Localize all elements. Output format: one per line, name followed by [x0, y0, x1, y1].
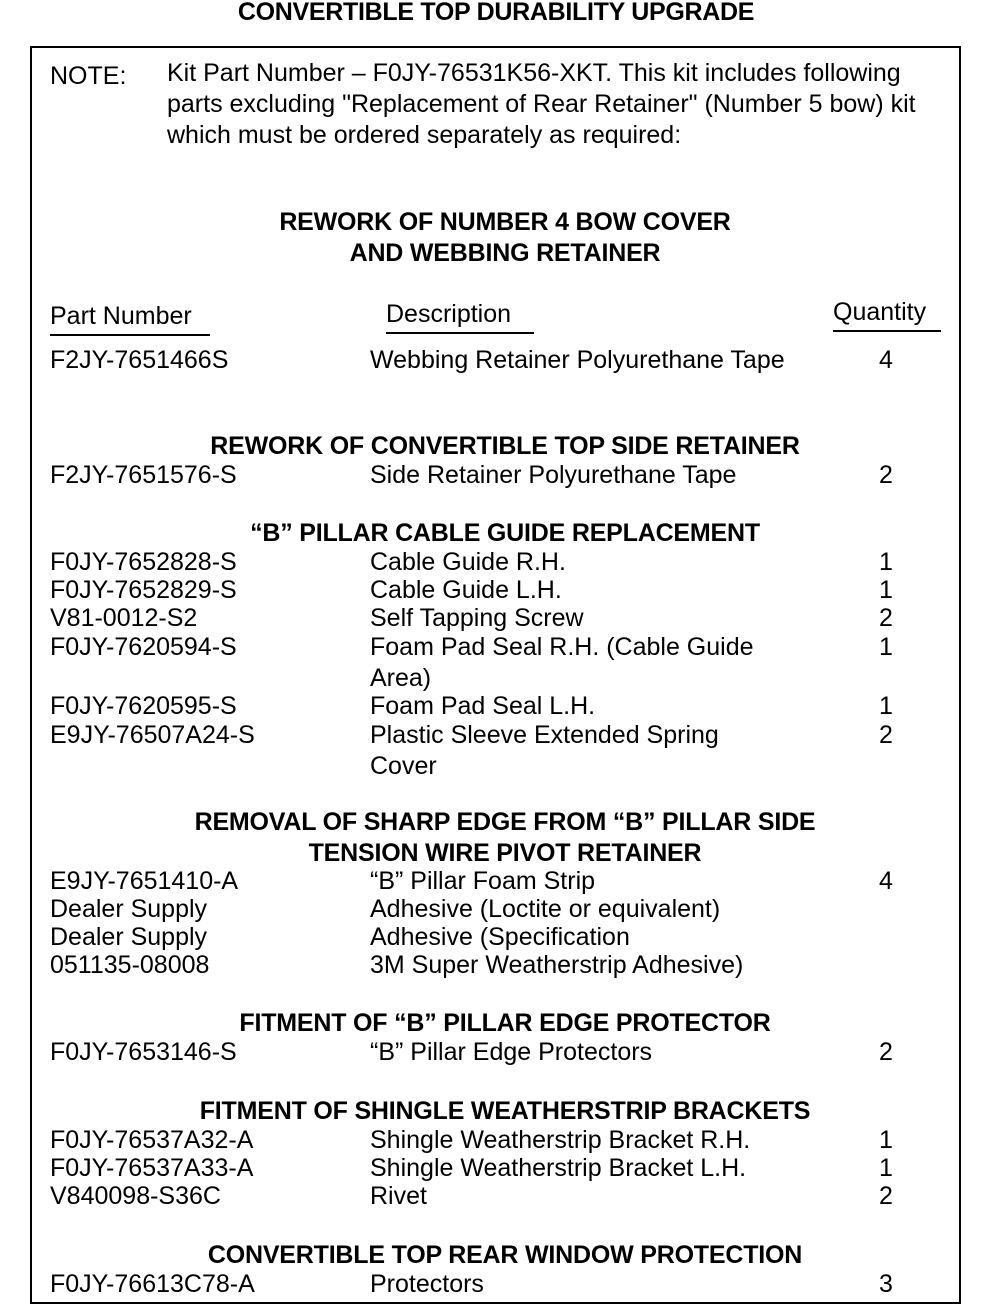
- part-description: Foam Pad Seal L.H.: [370, 692, 596, 720]
- part-description: Shingle Weatherstrip Bracket R.H.: [370, 1126, 751, 1154]
- part-description: Protectors: [370, 1270, 484, 1298]
- part-number: F0JY-76613C78-A: [50, 1270, 255, 1298]
- section-heading-line: TENSION WIRE PIVOT RETAINER: [308, 839, 702, 867]
- part-description: Cable Guide R.H.: [370, 548, 566, 576]
- part-description: Plastic Sleeve Extended Spring Cover: [370, 721, 719, 780]
- column-header-description: Description: [386, 299, 534, 334]
- part-number: F0JY-7652829-S: [50, 576, 237, 604]
- part-quantity: 4: [879, 346, 893, 374]
- part-number: F0JY-7620595-S: [50, 692, 237, 720]
- part-quantity: 2: [879, 1182, 893, 1210]
- section-heading: CONVERTIBLE TOP REAR WINDOW PROTECTION: [207, 1241, 803, 1269]
- part-quantity: 2: [879, 721, 893, 749]
- section-heading: “B” PILLAR CABLE GUIDE REPLACEMENT: [250, 519, 760, 547]
- section-heading: FITMENT OF SHINGLE WEATHERSTRIP BRACKETS: [199, 1097, 811, 1125]
- part-quantity: 1: [879, 576, 893, 604]
- part-number: F0JY-7652828-S: [50, 548, 237, 576]
- part-number: E9JY-7651410-A: [50, 867, 239, 895]
- part-number: E9JY-76507A24-S: [50, 721, 255, 749]
- part-description: “B” Pillar Edge Protectors: [370, 1038, 653, 1066]
- part-quantity: 1: [879, 1154, 893, 1182]
- note-text: Kit Part Number – F0JY-76531K56-XKT. This kit includes following parts excluding "Replacement of Rear Retainer" (Number 5 bow) kit which must be ordered separately as required:: [167, 59, 916, 149]
- part-number: F0JY-7653146-S: [50, 1038, 237, 1066]
- section-heading: REWORK OF CONVERTIBLE TOP SIDE RETAINER: [210, 432, 800, 460]
- part-number: F2JY-7651576-S: [50, 461, 237, 489]
- part-description: Shingle Weatherstrip Bracket L.H.: [370, 1154, 747, 1182]
- part-description: Foam Pad Seal R.H. (Cable Guide Area): [370, 633, 754, 692]
- section-heading-line: AND WEBBING RETAINER: [349, 239, 661, 267]
- part-quantity: 1: [879, 548, 893, 576]
- part-number: Dealer Supply: [50, 895, 208, 923]
- column-header-quantity: Quantity: [833, 297, 941, 332]
- part-quantity: 1: [879, 1126, 893, 1154]
- part-description: Rivet: [370, 1182, 427, 1210]
- part-quantity: 2: [879, 604, 893, 632]
- section-heading: [40, 807, 970, 869]
- part-description: Adhesive (Loctite or equivalent): [370, 895, 721, 923]
- part-description: Side Retainer Polyurethane Tape: [370, 461, 737, 489]
- part-number: V840098-S36C: [50, 1182, 221, 1210]
- part-number: Dealer Supply: [50, 923, 208, 951]
- part-quantity: 1: [879, 633, 893, 661]
- part-description: Adhesive (Specification: [370, 923, 630, 951]
- part-number: F0JY-76537A32-A: [50, 1126, 254, 1154]
- part-quantity: 3: [879, 1270, 893, 1298]
- section-heading: [40, 207, 970, 269]
- part-number: V81-0012-S2: [50, 604, 198, 632]
- part-number: F0JY-7620594-S: [50, 633, 237, 661]
- part-number: F2JY-7651466S: [50, 346, 229, 374]
- section-heading: FITMENT OF “B” PILLAR EDGE PROTECTOR: [239, 1009, 771, 1037]
- section-heading-line: REMOVAL OF SHARP EDGE FROM “B” PILLAR SIDE: [194, 808, 816, 836]
- part-quantity: 1: [879, 692, 893, 720]
- note-label: NOTE:: [50, 62, 127, 90]
- part-description: Webbing Retainer Polyurethane Tape: [370, 346, 785, 374]
- section-heading-line: REWORK OF NUMBER 4 BOW COVER: [279, 208, 731, 236]
- part-description: Cable Guide L.H.: [370, 576, 562, 604]
- part-description: 3M Super Weatherstrip Adhesive): [370, 951, 744, 979]
- part-description: “B” Pillar Foam Strip: [370, 867, 596, 895]
- part-description: Self Tapping Screw: [370, 604, 584, 632]
- column-header-part-number: Part Number: [50, 301, 210, 336]
- part-quantity: 4: [879, 867, 893, 895]
- part-quantity: 2: [879, 461, 893, 489]
- part-quantity: 2: [879, 1038, 893, 1066]
- part-number: 051135-08008: [50, 951, 210, 979]
- part-number: F0JY-76537A33-A: [50, 1154, 254, 1182]
- document-title: CONVERTIBLE TOP DURABILITY UPGRADE: [237, 0, 755, 26]
